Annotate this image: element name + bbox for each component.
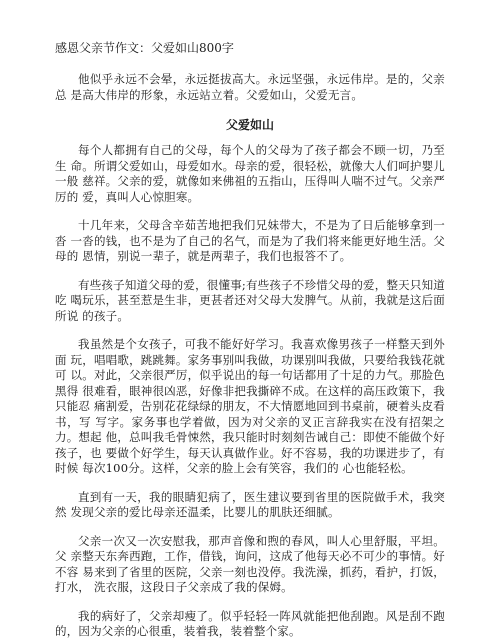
body-paragraph-6: 父亲一次又一次安慰我，那声音像和煦的春风，叫人心里舒服，平坦。父 亲整天东奔西跑，工作，借钱，询问，这成了他每天必不可少的事情。好不容 易来到了省里的医院，父亲一刻也没停。我洗澡，抓药，看护，打饭，打水， 洗衣服，这段日子父亲成了我的保姆。 bbox=[55, 533, 445, 594]
body-paragraph-5: 直到有一天，我的眼睛犯病了，医生建议要到省里的医院做手术，我突然 发现父亲的爱比母亲还温柔，比婴儿的肌肤还细腻。 bbox=[55, 489, 445, 519]
section-heading: 父爱如山 bbox=[225, 118, 274, 132]
document-title: 感恩父亲节作文：父爱如山800字 bbox=[55, 41, 234, 55]
body-paragraph-4: 我虽然是个女孩子，可我不能好好学习。我喜欢像男孩子一样整天到外面 玩，唱唱歌，跳跳舞。家务事别叫我做，功课别叫我做，只要给我钱花就可 以。对此，父亲很严厉，似乎说出的每一句话都用了十足的力气。那脸色黑得 很难看，眼神很凶恶，好像非把我撕碎不成。在这样的高压政策下，我只能忍 痛割爱，告别花花绿绿的朋友，不大情愿地回到书桌前，硬着头皮看书，写 写字。家务事也学着做，因为对父亲的叉正言辞我实在没有招架之力。想起 他，总叫我毛骨悚然，我只能时时刻刻告诫自己：即使不能做个好孩子，也 要做个好学生，每天认真做作业。好不容易，我的功课进步了，有时候 每次100分。这样，父亲的脸上会有笑容，我们的 心也能轻松。 bbox=[55, 337, 445, 475]
body-paragraph-3: 有些孩子知道父母的爱，很懂事;有些孩子不珍惜父母的爱，整天只知道吃 喝玩乐，甚至惹是生非，更甚者还对父母大发脾气。从前，我就是这后面所说 的孩子。 bbox=[55, 277, 445, 323]
body-paragraph-1: 每个人都拥有自己的父母，每个人的父母为了孩子都会不顾一切，乃至生 命。所谓父爱如山，母爱如水。母亲的爱，很轻松，就像大人们呵护婴儿一般 慈祥。父亲的爱，就像如来佛祖的五指山，压得叫人喘不过气。父亲严厉的 爱，真叫人心惊胆寒。 bbox=[55, 143, 445, 204]
body-paragraph-7: 我的病好了，父亲却瘦了。似乎轻轻一阵风就能把他刮跑。风是刮不跑 的，因为父亲的心很重，装着我，装着整个家。 bbox=[55, 608, 445, 638]
body-paragraph-2: 十几年来，父母含辛茹苦地把我们兄妹带大，不是为了日后能够拿到一沓 一沓的钱，也不是为了自己的名气，而是为了我们将来能更好地生活。父母的 恩情，别说一辈子，就是两辈子，我们也报答不了。 bbox=[55, 218, 445, 263]
intro-paragraph: 他似乎永远不会晕，永远挺拔高大。永远坚强，永远伟岸。是的，父亲总 是高大伟岸的形象，永远站立着。父爱如山，父爱无言。 bbox=[55, 72, 445, 102]
